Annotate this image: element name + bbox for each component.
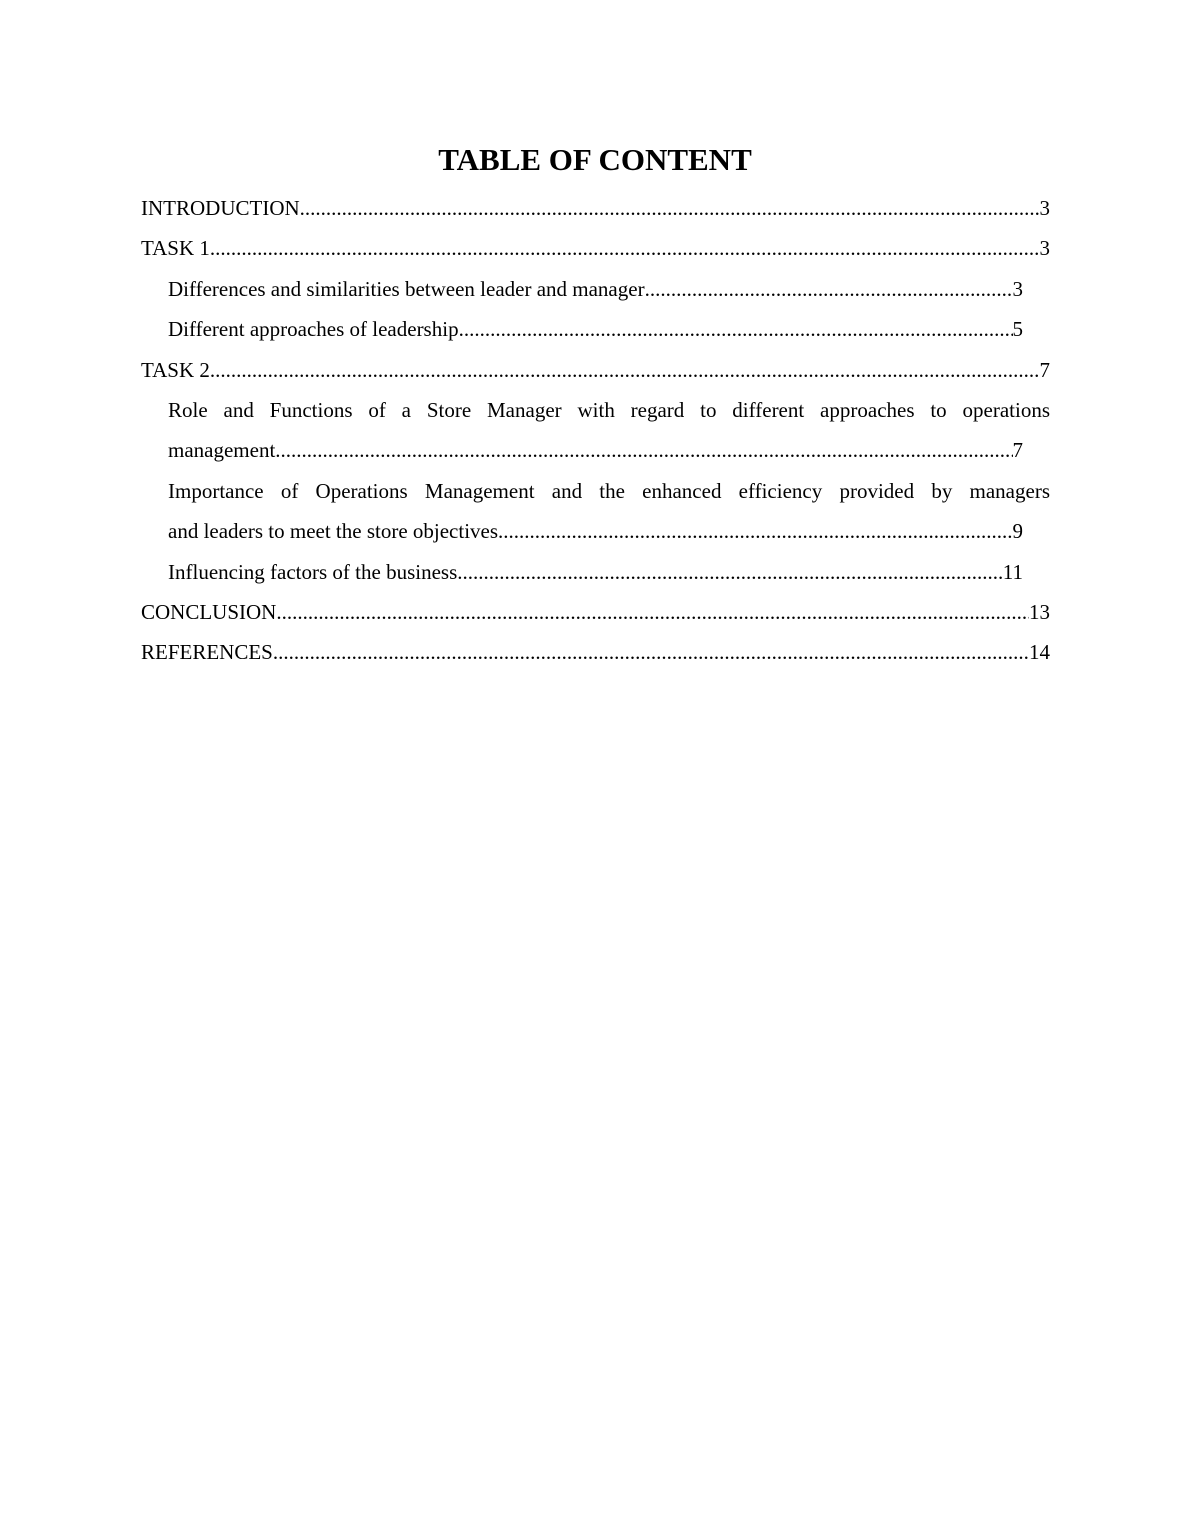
toc-entry-approaches-leadership[interactable] — [141, 309, 1050, 349]
toc-dot-leader — [459, 309, 1013, 349]
toc-entry-label: TASK 2 — [141, 357, 210, 382]
toc-page-number: 9 — [1012, 519, 1023, 544]
toc-page-number: 3 — [1039, 236, 1050, 261]
toc-entry-influencing-factors[interactable] — [141, 552, 1050, 592]
toc-entry-label: Differences and similarities between leader and manager — [168, 276, 645, 301]
toc-entry-label-line-1: Role and Functions of a Store Manager with regard to different approaches to operations — [168, 398, 1050, 423]
toc-dot-leader — [275, 430, 1012, 470]
toc-dot-leader — [457, 552, 1003, 592]
toc-dot-leader — [300, 188, 1040, 228]
toc-entry-introduction[interactable] — [141, 188, 1050, 228]
toc-entry-operations-importance[interactable] — [141, 471, 1050, 552]
toc-entry-label: INTRODUCTION — [141, 196, 300, 220]
toc-dot-leader — [498, 511, 1012, 551]
toc-entry-label-line-2: management — [168, 438, 276, 463]
toc-dot-leader — [645, 269, 1013, 309]
page-title: TABLE OF CONTENT — [438, 142, 752, 177]
toc-dot-leader — [273, 632, 1029, 672]
toc-page-number: 14 — [1029, 640, 1050, 665]
toc-entry-label: Different approaches of leadership — [168, 317, 459, 342]
toc-entry-label-line-2: and leaders to meet the store objectives — [168, 519, 499, 544]
toc-entry-last-line — [168, 430, 1050, 470]
toc-entry-references[interactable] — [141, 632, 1050, 672]
toc-entry-label-line-1: Importance of Operations Management and the enhanced efficiency provided by managers — [168, 478, 1050, 503]
toc-entry-label: Influencing factors of the business — [168, 559, 458, 584]
toc-entry-label: CONCLUSION — [141, 600, 277, 625]
toc-page-number: 5 — [1012, 317, 1023, 342]
toc-page-number: 7 — [1039, 357, 1050, 382]
toc-entry-label: REFERENCES — [141, 640, 273, 665]
toc-entry-label: TASK 1 — [141, 236, 210, 261]
toc-dot-leader — [276, 592, 1029, 632]
toc-page-number: 13 — [1029, 600, 1050, 625]
toc-page-number: 7 — [1012, 438, 1023, 463]
toc-page-number: 3 — [1012, 276, 1023, 301]
toc-entry-differences-similarities[interactable] — [141, 269, 1050, 309]
toc-dot-leader — [210, 350, 1040, 390]
toc-entry-conclusion[interactable] — [141, 592, 1050, 632]
toc-entry-task-2[interactable] — [141, 350, 1050, 390]
toc-page-number: 3 — [1039, 196, 1050, 220]
toc-entry-task-1[interactable] — [141, 228, 1050, 268]
toc-entry-last-line — [168, 511, 1050, 551]
table-of-contents — [141, 188, 1050, 673]
toc-dot-leader — [210, 228, 1040, 268]
toc-page-number: 11 — [1002, 559, 1023, 584]
toc-entry-store-manager-role[interactable] — [141, 390, 1050, 471]
